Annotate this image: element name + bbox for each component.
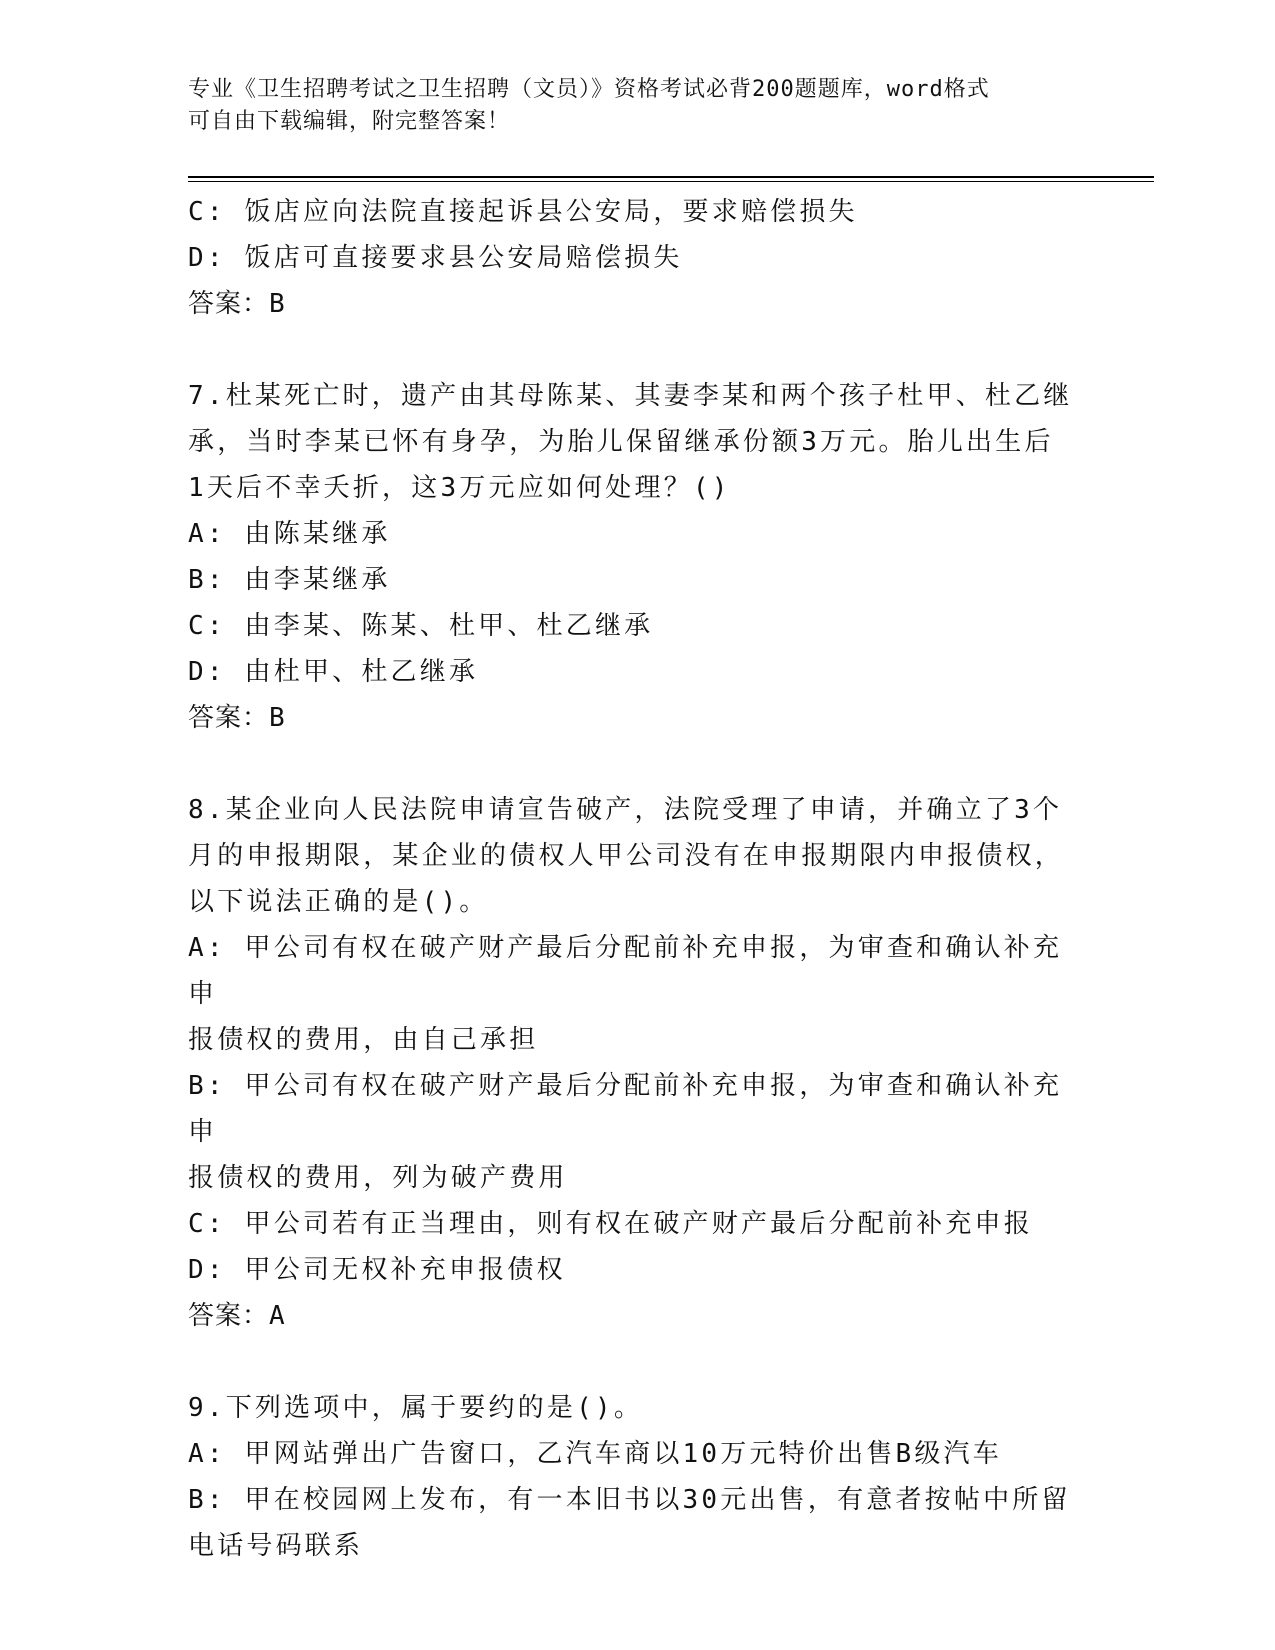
question-stem-line: 1天后不幸夭折，这3万元应如何处理？() xyxy=(188,473,731,503)
option-b: B: 由李某继承 xyxy=(188,565,391,595)
option-d: D: 甲公司无权补充申报债权 xyxy=(188,1255,566,1285)
question-stem-line: 7.杜某死亡时，遗产由其母陈某、其妻李某和两个孩子杜甲、杜乙继 xyxy=(188,381,1073,411)
question-8 xyxy=(188,787,1088,1339)
option-c: C: 甲公司若有正当理由，则有权在破产财产最后分配前补充申报 xyxy=(188,1209,1033,1239)
option-a: A: 甲公司有权在破产财产最后分配前补充申报，为审查和确认补充申 xyxy=(188,933,1063,1009)
option-a: A: 甲网站弹出广告窗口，乙汽车商以10万元特价出售B级汽车 xyxy=(188,1439,1002,1469)
question-spacer xyxy=(188,741,1088,787)
question-9 xyxy=(188,1385,1088,1569)
question-stem-line: 8.某企业向人民法院申请宣告破产，法院受理了申请，并确立了3个 xyxy=(188,795,1063,825)
question-6-continued xyxy=(188,189,1088,327)
option-d: D: 饭店可直接要求县公安局赔偿损失 xyxy=(188,243,683,273)
question-stem-line: 以下说法正确的是()。 xyxy=(188,887,489,917)
option-c: C: 由李某、陈某、杜甲、杜乙继承 xyxy=(188,611,654,641)
answer-line: 答案：B xyxy=(188,289,286,319)
option-b-continued: 电话号码联系 xyxy=(188,1531,364,1561)
answer-line: 答案：B xyxy=(188,703,286,733)
option-b-continued: 报债权的费用，列为破产费用 xyxy=(188,1163,568,1193)
answer-line: 答案：A xyxy=(188,1301,286,1331)
option-b: B: 甲在校园网上发布，有一本旧书以30元出售，有意者按帖中所留 xyxy=(188,1485,1071,1515)
question-stem-line: 9.下列选项中，属于要约的是()。 xyxy=(188,1393,644,1423)
question-stem-line: 承，当时李某已怀有身孕，为胎儿保留继承份额3万元。胎儿出生后 xyxy=(188,427,1054,457)
question-spacer xyxy=(188,327,1088,373)
option-c: C: 饭店应向法院直接起诉县公安局，要求赔偿损失 xyxy=(188,197,858,227)
option-d: D: 由杜甲、杜乙继承 xyxy=(188,657,479,687)
option-b: B: 甲公司有权在破产财产最后分配前补充申报，为审查和确认补充申 xyxy=(188,1071,1063,1147)
option-a: A: 由陈某继承 xyxy=(188,519,391,549)
header-title-line-1: 专业《卫生招聘考试之卫生招聘（文员）》资格考试必背200题题库，word格式 xyxy=(188,77,990,102)
question-spacer xyxy=(188,1339,1088,1385)
header-rule-thin xyxy=(188,181,1154,182)
question-7 xyxy=(188,373,1088,741)
option-a-continued: 报债权的费用，由自己承担 xyxy=(188,1025,539,1055)
question-list xyxy=(188,189,1088,1569)
document-header xyxy=(188,74,1088,138)
question-stem-line: 月的申报期限，某企业的债权人甲公司没有在申报期限内申报债权， xyxy=(188,841,1065,871)
header-rule-thick xyxy=(188,176,1154,178)
header-title-line-2: 可自由下载编辑，附完整答案！ xyxy=(188,109,511,134)
